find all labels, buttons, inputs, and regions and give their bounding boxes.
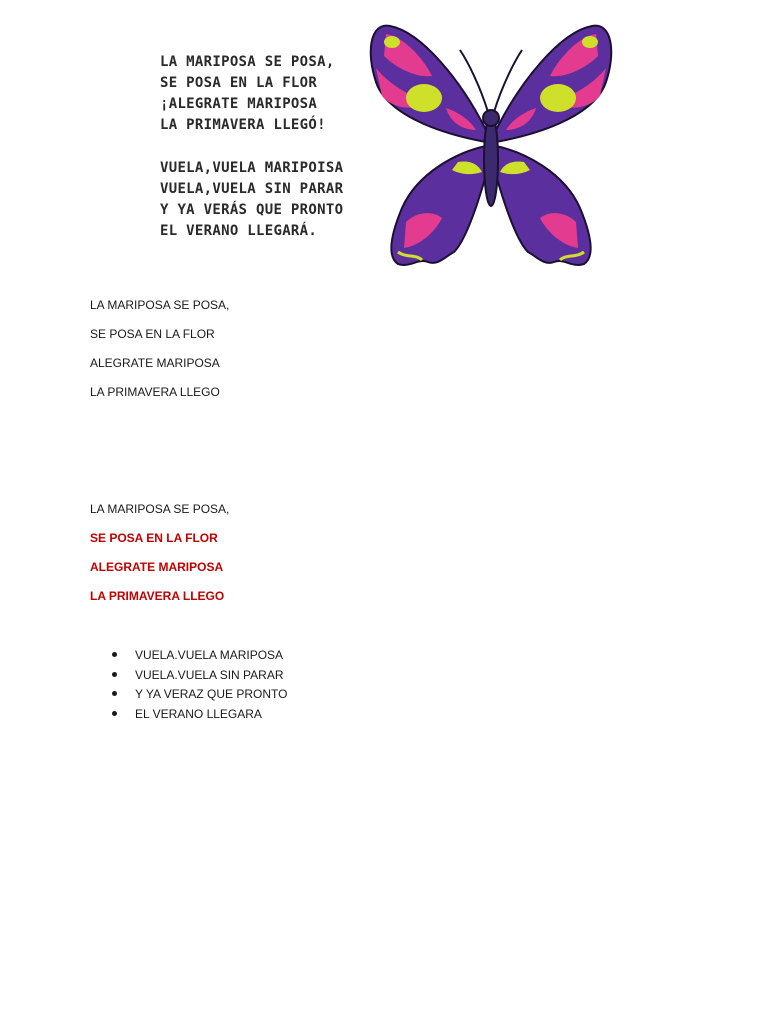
list-item-text: VUELA.VUELA MARIPOSA — [135, 648, 284, 662]
bullet-icon — [112, 691, 117, 696]
bullet-icon — [112, 711, 117, 716]
image-line: ¡ALEGRATE MARIPOSA — [160, 96, 318, 112]
image-stanza-1 — [160, 52, 335, 136]
list-item — [112, 647, 288, 667]
poem-text-block-2 — [90, 502, 229, 618]
bullet-icon — [112, 652, 117, 657]
poem-line: SE POSA EN LA FLOR — [90, 327, 215, 341]
image-line: VUELA,VUELA SIN PARAR — [160, 181, 344, 197]
image-line: Y YA VERÁS QUE PRONTO — [160, 202, 344, 218]
list-item — [112, 667, 288, 687]
list-item-text: VUELA.VUELA SIN PARAR — [135, 667, 284, 682]
list-item — [112, 706, 288, 726]
poem-line: LA PRIMAVERA LLEGO — [90, 385, 220, 399]
poem-line-highlighted: ALEGRATE MARIPOSA — [90, 560, 224, 574]
list-item-text: Y YA VERAZ QUE PRONTO — [135, 687, 288, 701]
image-stanza-2 — [160, 158, 343, 242]
list-item-text: EL VERANO LLEGARA — [135, 706, 262, 721]
list-item — [112, 686, 288, 706]
image-line: LA MARIPOSA SE POSA, — [160, 54, 335, 70]
butterfly-icon — [362, 12, 620, 270]
poem-line: ALEGRATE MARIPOSA — [90, 356, 220, 370]
bullet-icon — [112, 672, 117, 677]
image-line: VUELA,VUELA MARIPOISA — [160, 160, 344, 176]
poem-line-highlighted: LA PRIMAVERA LLEGO — [90, 589, 225, 603]
image-line: SE POSA EN LA FLOR — [160, 75, 318, 91]
poem-text-block-1 — [90, 298, 229, 414]
poem-illustration — [150, 12, 620, 270]
poem-line: LA MARIPOSA SE POSA, — [90, 502, 230, 516]
image-line: LA PRIMAVERA LLEGÓ! — [160, 117, 326, 133]
image-line: EL VERANO LLEGARÁ. — [160, 223, 318, 239]
poem-line: LA MARIPOSA SE POSA, — [90, 298, 230, 312]
poem-line-highlighted: SE POSA EN LA FLOR — [90, 531, 218, 545]
bullet-list — [112, 647, 288, 725]
